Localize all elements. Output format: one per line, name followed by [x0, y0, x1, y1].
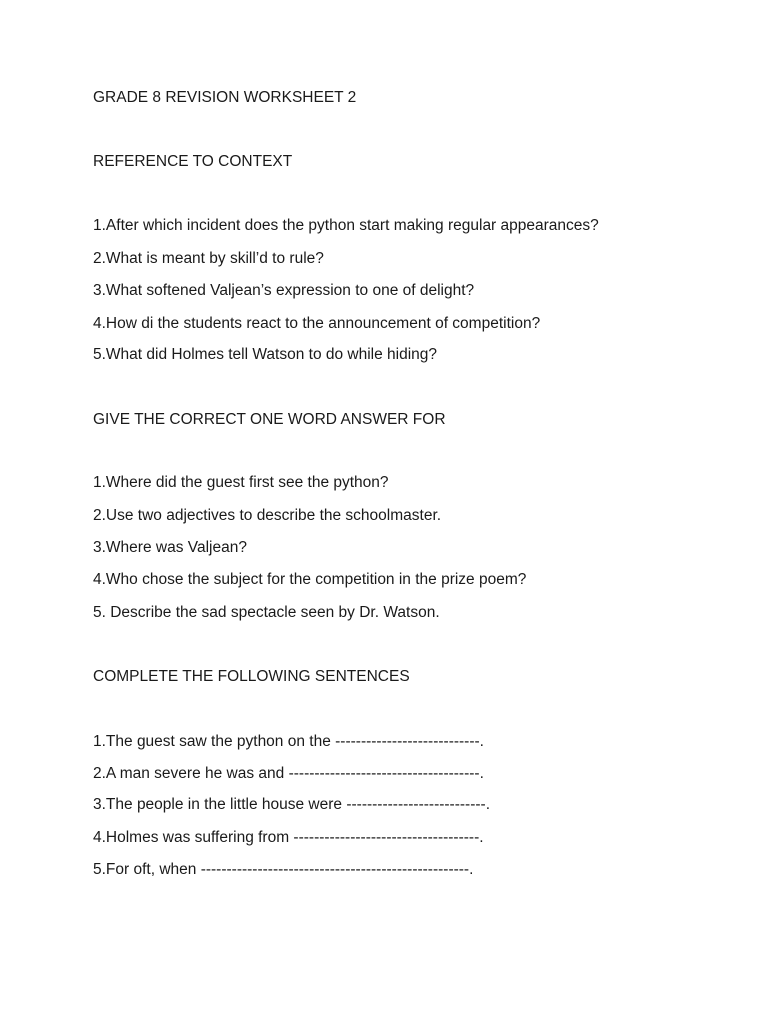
sentence-item: 2.A man severe he was and -------------------------------------.: [93, 765, 484, 782]
sentence-item: 3.The people in the little house were ---------------------------.: [93, 796, 490, 813]
section-heading-reference-to-context: REFERENCE TO CONTEXT: [93, 153, 293, 170]
section-heading-complete-sentences: COMPLETE THE FOLLOWING SENTENCES: [93, 668, 410, 685]
sentence-item: 4.Holmes was suffering from ------------------------------------.: [93, 829, 484, 846]
question-item: 2.Use two adjectives to describe the schoolmaster.: [93, 507, 442, 524]
question-item: 3.What softened Valjean’s expression to one of delight?: [93, 282, 475, 299]
question-item: 4.Who chose the subject for the competition in the prize poem?: [93, 571, 527, 588]
question-item: 1.After which incident does the python start making regular appearances?: [93, 217, 599, 234]
question-item: 4.How di the students react to the announcement of competition?: [93, 315, 541, 332]
section-heading-one-word-answer: GIVE THE CORRECT ONE WORD ANSWER FOR: [93, 411, 446, 428]
worksheet-title: GRADE 8 REVISION WORKSHEET 2: [93, 89, 357, 106]
question-item: 5.What did Holmes tell Watson to do while hiding?: [93, 346, 438, 363]
sentence-item: 5.For oft, when ----------------------------------------------------.: [93, 861, 474, 878]
question-item: 5. Describe the sad spectacle seen by Dr. Watson.: [93, 604, 440, 621]
sentence-item: 1.The guest saw the python on the ----------------------------.: [93, 733, 484, 750]
question-item: 3.Where was Valjean?: [93, 539, 247, 556]
question-item: 2.What is meant by skill’d to rule?: [93, 250, 324, 267]
question-item: 1.Where did the guest first see the python?: [93, 474, 389, 491]
